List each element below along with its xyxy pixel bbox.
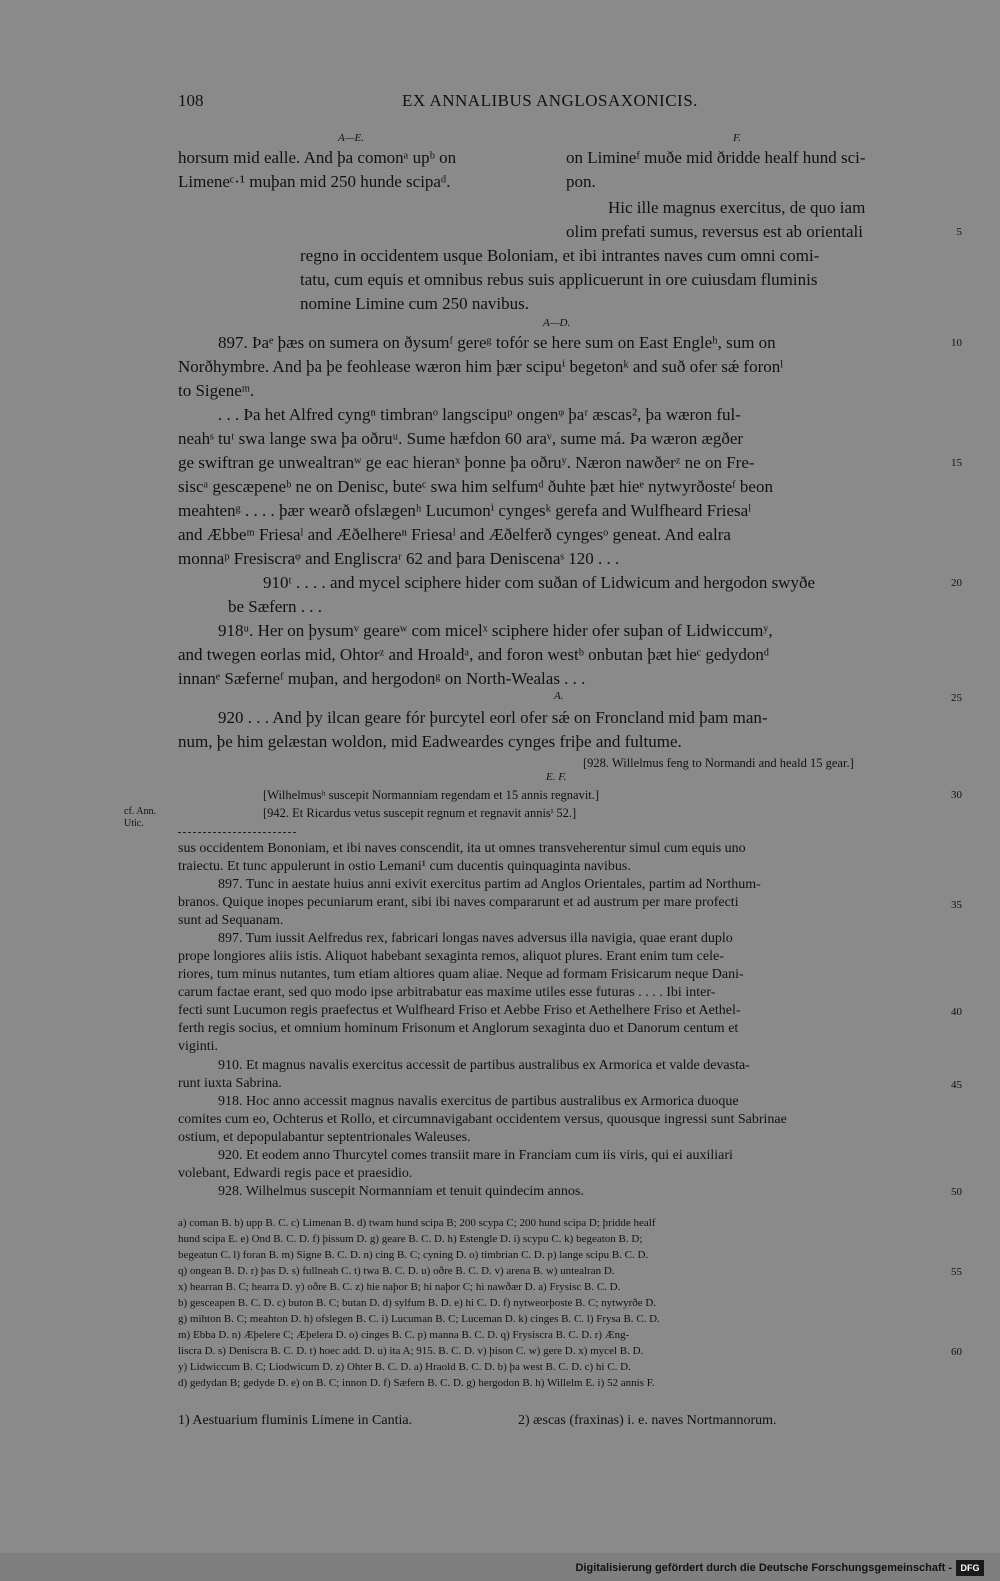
latin-line: ostium, et depopulabantur septentrionales Waleuses. <box>178 1130 471 1145</box>
text-line: and twegen eorlas mid, Ohtorᶻ and Hroaldᵃ, and foron westᵇ onbutan þæt hieᶜ gedydonᵈ <box>178 645 770 664</box>
latin-line: riores, tum minus nutantes, tum etiam altiores quam aliae. Neque ad formam Frisicarum neque Dani- <box>178 967 744 982</box>
footnote: 1) Aestuarium fluminis Limene in Cantia. <box>178 1413 413 1428</box>
apparatus-line: q) ongean B. D. r) þas D. s) fullneah C. t) twa B. C. D. u) oðre B. C. D. v) arena B. w) untealran D. <box>178 1265 615 1277</box>
line-number: 20 <box>951 577 962 589</box>
section-tag: A—D. <box>543 317 571 329</box>
apparatus-line: a) coman B. b) upp B. C. c) Limenan B. d) twam hund scipa B; 200 scypa C; 200 hund scipa D; þridde healf <box>178 1217 656 1229</box>
apparatus-line: x) hearran B. C; hearra D. y) oðre B. C. z) hie naþor B; hi naþor C; hi nawðær D. a) Frysisc B. C. D. <box>178 1281 621 1293</box>
line-number: 15 <box>951 457 962 469</box>
text-line: innanᵉ Sæferneᶠ muþan, and hergodonᵍ on North-Wealas . . . <box>178 669 586 688</box>
text-line: meahtenᵍ . . . . þær wearð ofslægenʰ Lucumonⁱ cyngesᵏ gerefa and Wulfheard Friesaˡ <box>178 501 752 520</box>
text-line: horsum mid ealle. And þa comonᵃ upᵇ on <box>178 148 457 167</box>
text-line: to Sigeneᵐ. <box>178 381 255 400</box>
latin-line: 897. Tum iussit Aelfredus rex, fabricari longas naves adversus illa navigia, quae erant duplo <box>218 931 733 946</box>
latin-line: 928. Wilhelmus suscepit Normanniam et tenuit quindecim annos. <box>218 1184 584 1199</box>
latin-line: 920. Et eodem anno Thurcytel comes transiit mare in Franciam cum iis viris, qui ei auxiliari <box>218 1148 733 1163</box>
latin-line: sus occidentem Bononiam, et ibi naves conscendit, ita ut omnes transveherentur simul cum equis uno <box>178 841 746 856</box>
line-number: 50 <box>951 1186 962 1198</box>
line-number: 35 <box>951 899 962 911</box>
text-line: monnaᵖ Fresiscraᵠ and Engliscraʳ 62 and þara Deniscenaˢ 120 . . . <box>178 549 620 568</box>
text-line: 918ᵘ. Her on þysumᵛ geareʷ com micelˣ sciphere hider ofer suþan of Lidwiccumʸ, <box>218 621 773 640</box>
line-number: 25 <box>951 692 962 704</box>
text-line: [Wilhelmusʰ suscepit Normanniam regendam et 15 annis regnavit.] <box>263 788 600 802</box>
line-number: 55 <box>951 1266 962 1278</box>
margin-note: cf. Ann. Utic. <box>124 806 156 829</box>
text-line: Norðhymbre. And þa þe feohlease wæron him þær scipuⁱ begetonᵏ and suð ofer sǽ foronˡ <box>178 357 784 376</box>
text-line: siscᵃ gescæpeneᵇ ne on Denisc, buteᶜ swa him selfumᵈ ðuhte þæt hieᵉ nytwyrðosteᶠ beon <box>178 477 773 496</box>
text-line: 897. Þaᵉ þæs on sumera on ðysumᶠ gereᵍ tofór se here sum on East Engleʰ, sum on <box>218 333 776 352</box>
text-line: regno in occidentem usque Boloniam, et ibi intrantes naves cum omni comi- <box>300 246 820 265</box>
latin-line: ferth regis socius, et omnium hominum Frisonum et Anglorum sexaginta duo et Danorum centum et <box>178 1021 739 1036</box>
apparatus-line: y) Lidwiccum B. C; Liodwicum D. z) Ohter B. C. D. a) Hraold B. C. D. b) þa west B. C. D. c) hi C. D. <box>178 1361 631 1373</box>
page-number: 108 <box>178 91 204 110</box>
latin-line: volebant, Edwardi regis pace et praesidio. <box>178 1166 413 1181</box>
text-line: olim prefati sumus, reversus est ab orientali <box>566 222 863 241</box>
dfg-logo: DFG <box>956 1560 984 1576</box>
line-number: 60 <box>951 1346 962 1358</box>
text-line: 920 . . . And þy ilcan geare fór þurcytel eorl ofer sǽ on Froncland mid þam man- <box>218 708 768 727</box>
apparatus-line: liscra D. s) Deniscra B. C. D. t) hoec add. D. u) ita A; 915. B. C. D. v) þison C. w) gere D. x) mycel B. D. <box>178 1345 644 1357</box>
text-line: ge swiftran ge unwealtranʷ ge eac hieranˣ þonne þa oðruʸ. Næron nawðerᶻ ne on Fre- <box>178 453 755 472</box>
column-tag-left: A—E. <box>338 132 364 144</box>
line-number: 10 <box>951 337 962 349</box>
text-line: nomine Limine cum 250 navibus. <box>300 294 529 313</box>
line-number: 40 <box>951 1006 962 1018</box>
section-tag: A. <box>554 690 564 702</box>
latin-line: sunt ad Sequanam. <box>178 913 284 928</box>
text-line: [942. Et Ricardus vetus suscepit regnum et regnavit annisⁱ 52.] <box>263 806 577 820</box>
text-line: and Æbbeᵐ Friesaˡ and Æðelhereⁿ Friesaˡ and Æðelferð cyngesᵒ geneat. And ealra <box>178 525 731 544</box>
latin-line: comites cum eo, Ochterus et Rollo, et circumnavigabant occidentem versus, quousque ingressi sunt Sabrinae <box>178 1112 787 1127</box>
latin-line: 897. Tunc in aestate huius anni exivit exercitus partim ad Anglos Orientales, partim ad Northum- <box>218 877 761 892</box>
line-number: 30 <box>951 789 962 801</box>
line-number: 45 <box>951 1079 962 1091</box>
text-line: be Sæfern . . . <box>228 597 322 616</box>
text-line: neahˢ tuᵗ swa lange swa þa oðruᵘ. Sume hæfdon 60 araᵛ, sume má. Þa wæron ægðer <box>178 429 744 448</box>
apparatus-line: g) mihton B. C; meahton D. h) ofslegen B. C. i) Lucuman B. C; Luceman D. k) cinges B. C. l) Frysa B. C. D. <box>178 1313 660 1325</box>
latin-line: viginti. <box>178 1039 219 1054</box>
latin-line: 910. Et magnus navalis exercitus accessit de partibus australibus ex Armorica et valde devasta- <box>218 1058 750 1073</box>
running-title: EX ANNALIBUS ANGLOSAXONICIS. <box>402 91 698 110</box>
latin-line: branos. Quique inopes pecuniarum erant, sibi ibi naves compararunt et ad austrum per mare profecti <box>178 895 739 910</box>
footer-bar <box>0 1553 1000 1581</box>
text-line: [928. Willelmus feng to Normandi and heald 15 gear.] <box>583 756 854 770</box>
apparatus-line: hund scipa E. e) Ond B. C. D. f) þissum D. g) geare B. C. D. h) Estengle D. i) scypu C. k) begeaton B. D; <box>178 1233 643 1245</box>
apparatus-line: d) gedydan B; gedyde D. e) on B. C; innon D. f) Sæfern B. C. D. g) hergodon B. h) Willelm E. i) 52 annis F. <box>178 1377 655 1389</box>
footer-credit: Digitalisierung gefördert durch die Deutsche Forschungsgemeinschaft - <box>575 1562 952 1574</box>
text-line: Hic ille magnus exercitus, de quo iam <box>608 198 866 217</box>
apparatus-line: b) gesceapen B. C. D. c) buton B. C; butan D. d) sylfum B. D. e) hi C. D. f) nytweorþoste B. C; nytwyrðe D. <box>178 1297 657 1309</box>
latin-line: traiectu. Et tunc appulerunt in ostio Lemani¹ cum ducentis quinquaginta navibus. <box>178 859 631 874</box>
text-line: on Limineᶠ muðe mid ðridde healf hund sci- <box>566 148 866 167</box>
running-header <box>0 91 1000 115</box>
section-tag: E. F. <box>546 771 567 783</box>
text-line: . . . Þa het Alfred cyngⁿ timbranᵒ langscipuᵖ ongenᵠ þaʳ æscas², þa wæron ful- <box>218 405 741 424</box>
column-tag-right: F. <box>733 132 742 144</box>
line-number: 5 <box>956 226 962 238</box>
separator-rule <box>178 832 296 833</box>
apparatus-line: begeatun C. l) foran B. m) Signe B. C. D. n) cing B. C; cyning D. o) timbrian C. D. p) lange scipu B. C. D. <box>178 1249 649 1261</box>
text-line: tatu, cum equis et omnibus rebus suis applicuerunt in ore cuiusdam fluminis <box>300 270 818 289</box>
latin-line: carum factae erant, sed quo modo ipse arbitrabatur eas maxime utiles esse futuras . . . . Ibi inter- <box>178 985 716 1000</box>
text-line: Limeneᶜ·¹ muþan mid 250 hunde scipaᵈ. <box>178 172 451 191</box>
latin-line: 918. Hoc anno accessit magnus navalis exercitus de partibus australibus ex Armorica duoque <box>218 1094 739 1109</box>
footnote: 2) æscas (fraxinas) i. e. naves Nortmannorum. <box>518 1413 777 1428</box>
apparatus-line: m) Ebba D. n) Æþelere C; Æþelera D. o) cinges B. C. p) manna B. C. D. q) Frysiscra B. C. D. r) Æng- <box>178 1329 630 1341</box>
text-line: 910ᵗ . . . . and mycel sciphere hider com suðan of Lidwicum and hergodon swyðe <box>263 573 816 592</box>
text-line: pon. <box>566 172 596 191</box>
latin-line: prope longiores aliis istis. Aliquot habebant sexaginta remos, aliquot plures. Erant enim tum cele- <box>178 949 724 964</box>
text-line: num, þe him gelæstan woldon, mid Eadweardes cynges friþe and fultume. <box>178 732 682 751</box>
latin-line: fecti sunt Lucumon regis praefectus et Wulfheard Friso et Aebbe Friso et Aethelhere Friso et Aethel- <box>178 1003 741 1018</box>
latin-line: runt iuxta Sabrina. <box>178 1076 282 1091</box>
